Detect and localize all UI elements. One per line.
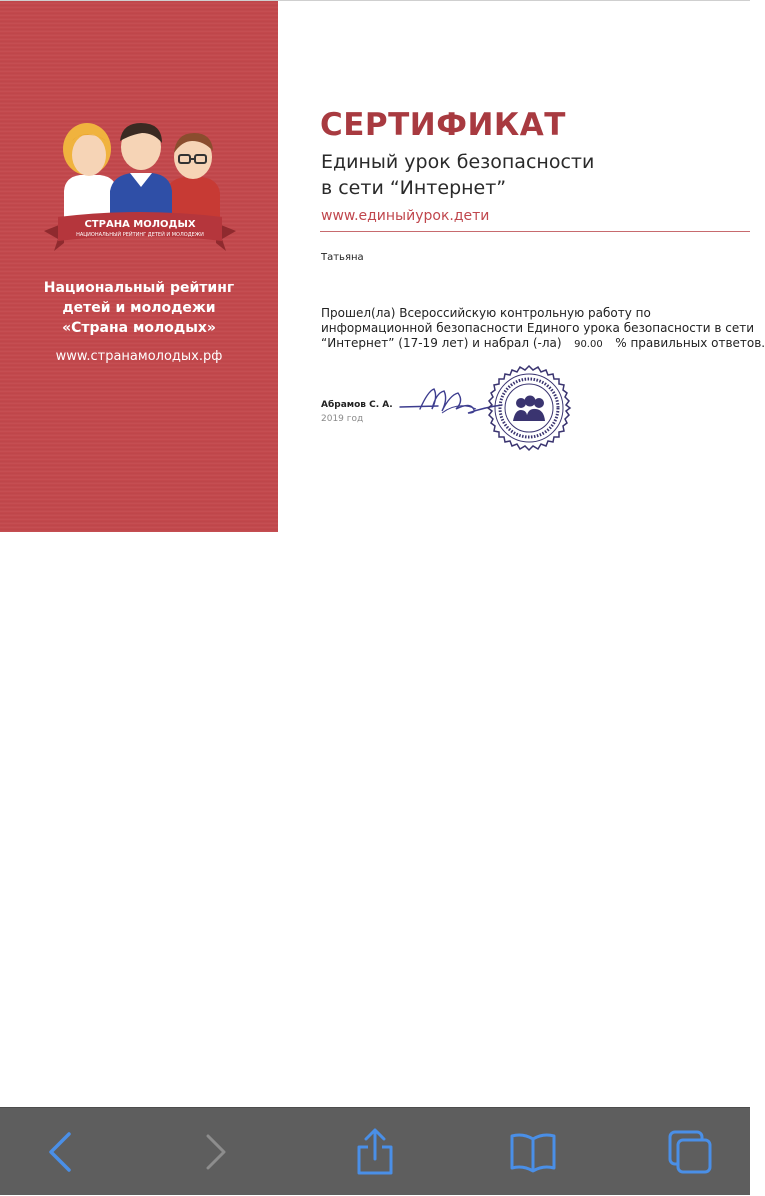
browser-bottom-toolbar [0,1107,750,1195]
certificate-body-line1: Прошел(ла) Всероссийскую контрольную работу по [321,306,651,320]
certificate-body-line2: информационной безопасности Единого урока безопасности в сети [321,321,755,335]
bookmarks-button[interactable] [488,1108,578,1196]
book-icon [509,1131,557,1173]
certificate-subtitle-line1: Единый урок безопасности [321,151,595,173]
tabs-button[interactable] [645,1108,735,1196]
lesson-site-link[interactable]: www.единыйурок.дети [321,208,490,224]
signer-name: Абрамов С. А. [321,400,393,410]
certificate-body-line3 [321,336,765,350]
certificate-left-panel [0,1,278,532]
forward-button[interactable] [172,1108,262,1196]
back-button[interactable] [15,1108,105,1196]
certificate-subtitle-line2: в сети “Интернет” [321,177,507,199]
title-divider [320,231,750,232]
certificate-title: СЕРТИФИКАТ [320,107,566,143]
recipient-name: Татьяна [321,252,364,263]
rating-title-line3: «Страна молодых» [62,320,216,336]
chevron-right-icon [202,1130,232,1174]
certificate-document [0,0,765,531]
signer-year: 2019 год [321,414,364,424]
rating-title-line1: Национальный рейтинг [43,280,235,296]
rating-url-link[interactable]: www.странамолодых.рф [55,349,223,364]
tabs-icon [666,1128,714,1176]
organization-seal-image [486,365,572,451]
score-value: 90.00 [574,339,603,350]
logo-banner-title: СТРАНА МОЛОДЫХ [84,219,196,230]
share-icon [355,1127,395,1177]
body-line3-after: % правильных ответов. [615,336,765,350]
logo-banner-subtitle: НАЦИОНАЛЬНЫЙ РЕЙТИНГ ДЕТЕЙ И МОЛОДЕЖИ [76,232,204,238]
strana-molodykh-logo-illustration [40,119,240,267]
share-button[interactable] [330,1108,420,1196]
rating-title-line2: детей и молодежи [62,300,216,316]
body-line3-before: “Интернет” (17-19 лет) и набрал (-ла) [321,336,562,350]
chevron-left-icon [45,1130,75,1174]
